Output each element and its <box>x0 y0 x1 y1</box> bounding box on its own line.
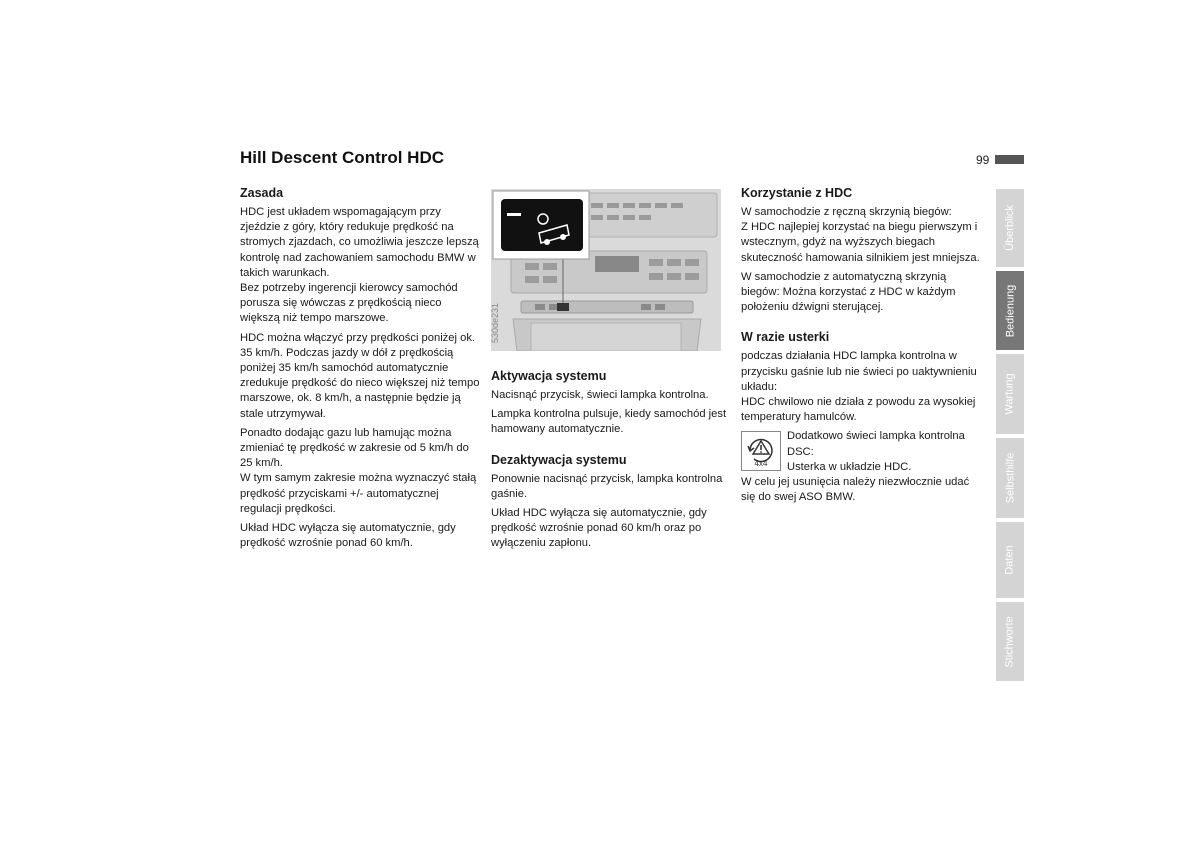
paragraph: W samochodzie z ręczną skrzynią biegów: Z HDC najlepiej korzystać na biegu pierwszym i wstecznym, gdyż na wyższych biegach skuteczność hamowania silnikiem jest mniejsza. <box>741 206 980 264</box>
page-number: 99 <box>976 153 990 167</box>
dashboard-illustration <box>491 189 721 351</box>
paragraph: Dodatkowo świeci lampka kontrolna DSC: Usterka w układzie HDC. <box>787 430 965 473</box>
paragraph: Układ HDC wyłącza się automatycznie, gdy prędkość wzrośnie ponad 60 km/h oraz po wyłączeniu zapłonu. <box>491 507 707 550</box>
section-heading-deactivation: Dezaktywacja systemu <box>491 452 627 467</box>
paragraph: Ponownie nacisnąć przycisk, lampka kontrolna gaśnie. <box>491 472 723 500</box>
paragraph: HDC można włączyć przy prędkości poniżej ok. 35 km/h. Podczas jazdy w dół z prędkością poniżej 35 km/h samochód automatycznie zredukuje prędkość do nieco większej niż tempo marszowe, ok. 8 km/h, a następnie będzie ją stale utrzymywał. <box>240 331 480 420</box>
tab-uberblick[interactable]: Überblick <box>996 189 1024 267</box>
paragraph: podczas działania HDC lampka kontrolna w przycisku gaśnie lub nie świeci po uaktywnieniu układu: HDC chwilowo nie działa z powodu za wysokiej temperatury hamulców. <box>741 350 977 424</box>
paragraph: Układ HDC wyłącza się automatycznie, gdy prędkość wzrośnie ponad 60 km/h. <box>240 522 456 550</box>
page-title: Hill Descent Control HDC <box>240 148 445 167</box>
dashboard-figure <box>491 189 721 351</box>
paragraph: Lampka kontrolna pulsuje, kiedy samochód jest hamowany automatycznie. <box>491 408 727 436</box>
column-activation <box>491 368 731 556</box>
column-principle <box>240 185 480 555</box>
paragraph: Ponadto dodając gazu lub hamując można zmieniać tę prędkość w zakresie od 5 km/h do 25 km/h. W tym samym zakresie można wyznaczyć stałą prędkość przyciskami +/- automatycznej regulacji prędkości. <box>240 426 477 515</box>
icon-label: 4x4 <box>754 459 768 469</box>
tab-selbsthilfe[interactable]: Selbsthilfe <box>996 438 1024 518</box>
paragraph: W samochodzie z automatyczną skrzynią biegów: Można korzystać z HDC w każdym położeniu dźwigni sterującej. <box>741 270 956 314</box>
tab-wartung[interactable]: Wartung <box>996 354 1024 434</box>
tab-bedienung[interactable]: Bedienung <box>996 271 1024 350</box>
section-heading-fault: W razie usterki <box>741 330 830 345</box>
column-usage <box>741 185 986 509</box>
paragraph: W celu jej usunięcia należy niezwłocznie udać się do swej ASO BMW. <box>741 476 970 504</box>
page-marker-bar <box>995 155 1024 164</box>
paragraph: HDC jest układem wspomagającym przy zjeździe z góry, który redukuje prędkość na stromych zjazdach, co umożliwia jeszcze lepszą kontrolę nad zachowaniem samochodu BMW w takich warunkach. Bez potrzeby ingerencji kierowcy samochód porusza się wówczas z prędkością nieco większą niż tempo marszowe. <box>240 206 479 325</box>
tab-stichworte[interactable]: Stichworte <box>996 602 1024 681</box>
warning-note <box>741 429 986 475</box>
tab-daten[interactable]: Daten <box>996 522 1024 598</box>
paragraph: Nacisnąć przycisk, świeci lampka kontrolna. <box>491 389 709 401</box>
figure-code: 530de231 <box>490 302 501 344</box>
section-heading-principle: Zasada <box>240 186 284 200</box>
dsc-warning-icon <box>741 431 781 471</box>
section-heading-usage: Korzystanie z HDC <box>741 186 853 200</box>
section-heading-activation: Aktywacja systemu <box>491 369 607 383</box>
